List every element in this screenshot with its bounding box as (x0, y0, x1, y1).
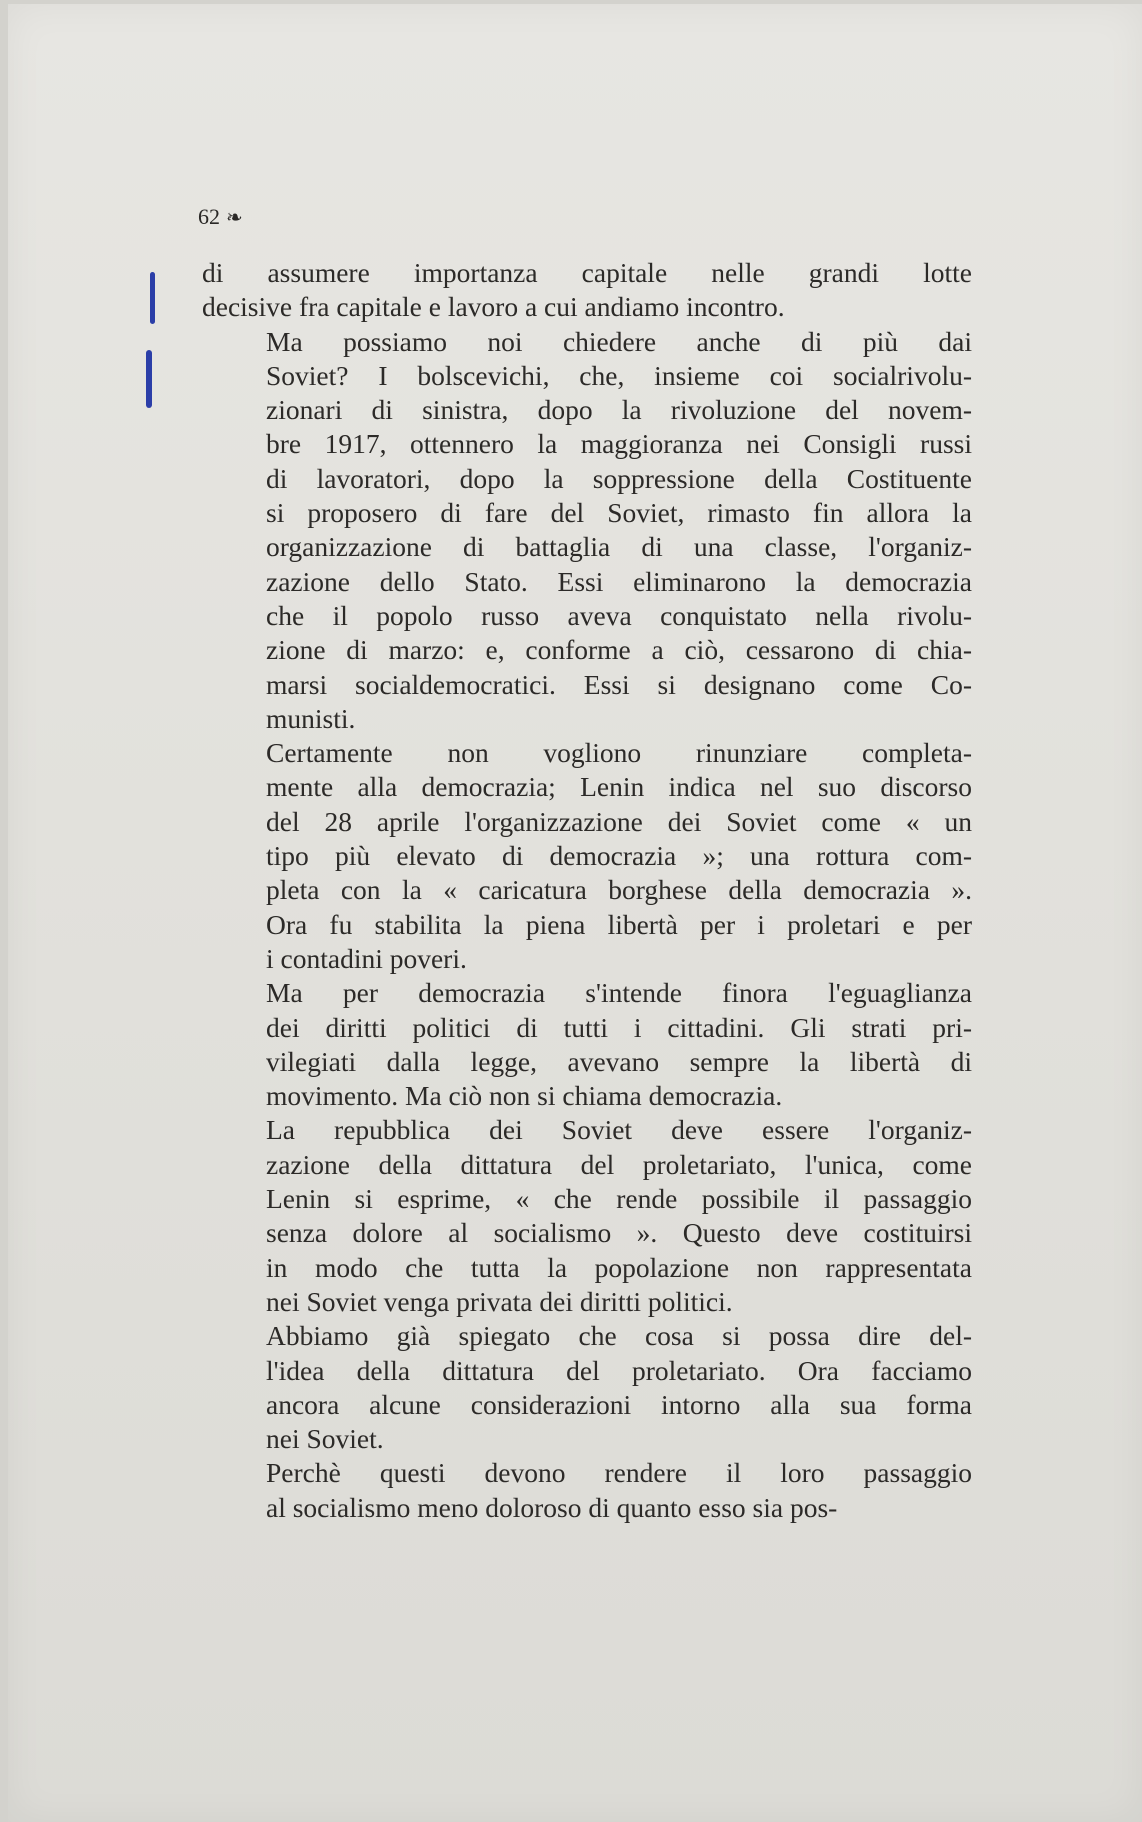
text-line: l'idea della dittatura del proletariato. Ora facciamo (266, 1354, 972, 1386)
text-line: al socialismo meno doloroso di quanto esso sia pos- (266, 1491, 838, 1523)
page-header (198, 204, 243, 230)
text-line: zionari di sinistra, dopo la rivoluzione del novem- (266, 394, 972, 426)
pen-margin-mark (146, 350, 152, 408)
paragraph (202, 1113, 972, 1319)
text-line: Ora fu stabilita la piena libertà per i proletari e per (266, 908, 972, 940)
text-line: Ma possiamo noi chiedere anche di più dai (266, 325, 972, 357)
text-line: vilegiati dalla legge, avevano sempre la libertà di (266, 1045, 972, 1077)
text-line: decisive fra capitale e lavoro a cui andiamo incontro. (202, 291, 785, 323)
text-line: mente alla democrazia; Lenin indica nel suo discorso (266, 771, 972, 803)
text-line: del 28 aprile l'organizzazione dei Soviet come « un (266, 805, 972, 837)
text-line: zazione della dittatura del proletariato, l'unica, come (266, 1148, 972, 1180)
body-text (202, 256, 972, 1525)
text-line: Soviet? I bolscevichi, che, insieme coi socialrivolu- (266, 359, 972, 391)
text-line: munisti. (266, 702, 356, 734)
text-line: di lavoratori, dopo la soppressione della Costituente (266, 462, 972, 494)
paragraph (202, 256, 972, 325)
paragraph (202, 1319, 972, 1456)
text-line: dei diritti politici di tutti i cittadini. Gli strati pri- (266, 1011, 972, 1043)
text-line: tipo più elevato di democrazia »; una rottura com- (266, 840, 972, 872)
text-line: i contadini poveri. (266, 942, 467, 974)
paragraph (202, 976, 972, 1113)
text-line: Certamente non vogliono rinunziare completa- (266, 737, 972, 769)
text-line: zione di marzo: e, conforme a ciò, cessarono di chia- (266, 634, 972, 666)
text-line: nei Soviet venga privata dei diritti politici. (266, 1285, 733, 1317)
text-line: nei Soviet. (266, 1423, 384, 1455)
text-line: Perchè questi devono rendere il loro passaggio (266, 1457, 972, 1489)
text-line: Lenin si esprime, « che rende possibile il passaggio (266, 1183, 972, 1215)
text-line: pleta con la « caricatura borghese della democrazia ». (266, 874, 972, 906)
text-line: Abbiamo già spiegato che cosa si possa dire del- (266, 1320, 972, 1352)
paragraph (202, 325, 972, 737)
text-line: si proposero di fare del Soviet, rimasto fin allora la (266, 497, 972, 529)
text-line: Ma per democrazia s'intende finora l'eguaglianza (266, 977, 972, 1009)
text-line: organizzazione di battaglia di una classe, l'organiz- (266, 531, 972, 563)
text-line: marsi socialdemocratici. Essi si designano come Co- (266, 668, 972, 700)
pen-margin-mark (150, 272, 155, 324)
page-number: 62 (198, 204, 220, 229)
text-line: movimento. Ma ciò non si chiama democrazia. (266, 1080, 783, 1112)
text-line: che il popolo russo aveva conquistato nella rivolu- (266, 599, 972, 631)
text-line: in modo che tutta la popolazione non rappresentata (266, 1251, 972, 1283)
text-line: di assumere importanza capitale nelle grandi lotte (202, 257, 972, 288)
ornament-icon: ❧ (226, 207, 243, 229)
text-line: bre 1917, ottennero la maggioranza nei Consigli russi (266, 428, 972, 460)
text-line: senza dolore al socialismo ». Questo deve costituirsi (266, 1217, 972, 1249)
paragraph (202, 736, 972, 976)
text-line: La repubblica dei Soviet deve essere l'organiz- (266, 1114, 972, 1146)
text-line: zazione dello Stato. Essi eliminarono la democrazia (266, 565, 972, 597)
paragraph (202, 1456, 972, 1525)
text-line: ancora alcune considerazioni intorno alla sua forma (266, 1388, 972, 1420)
